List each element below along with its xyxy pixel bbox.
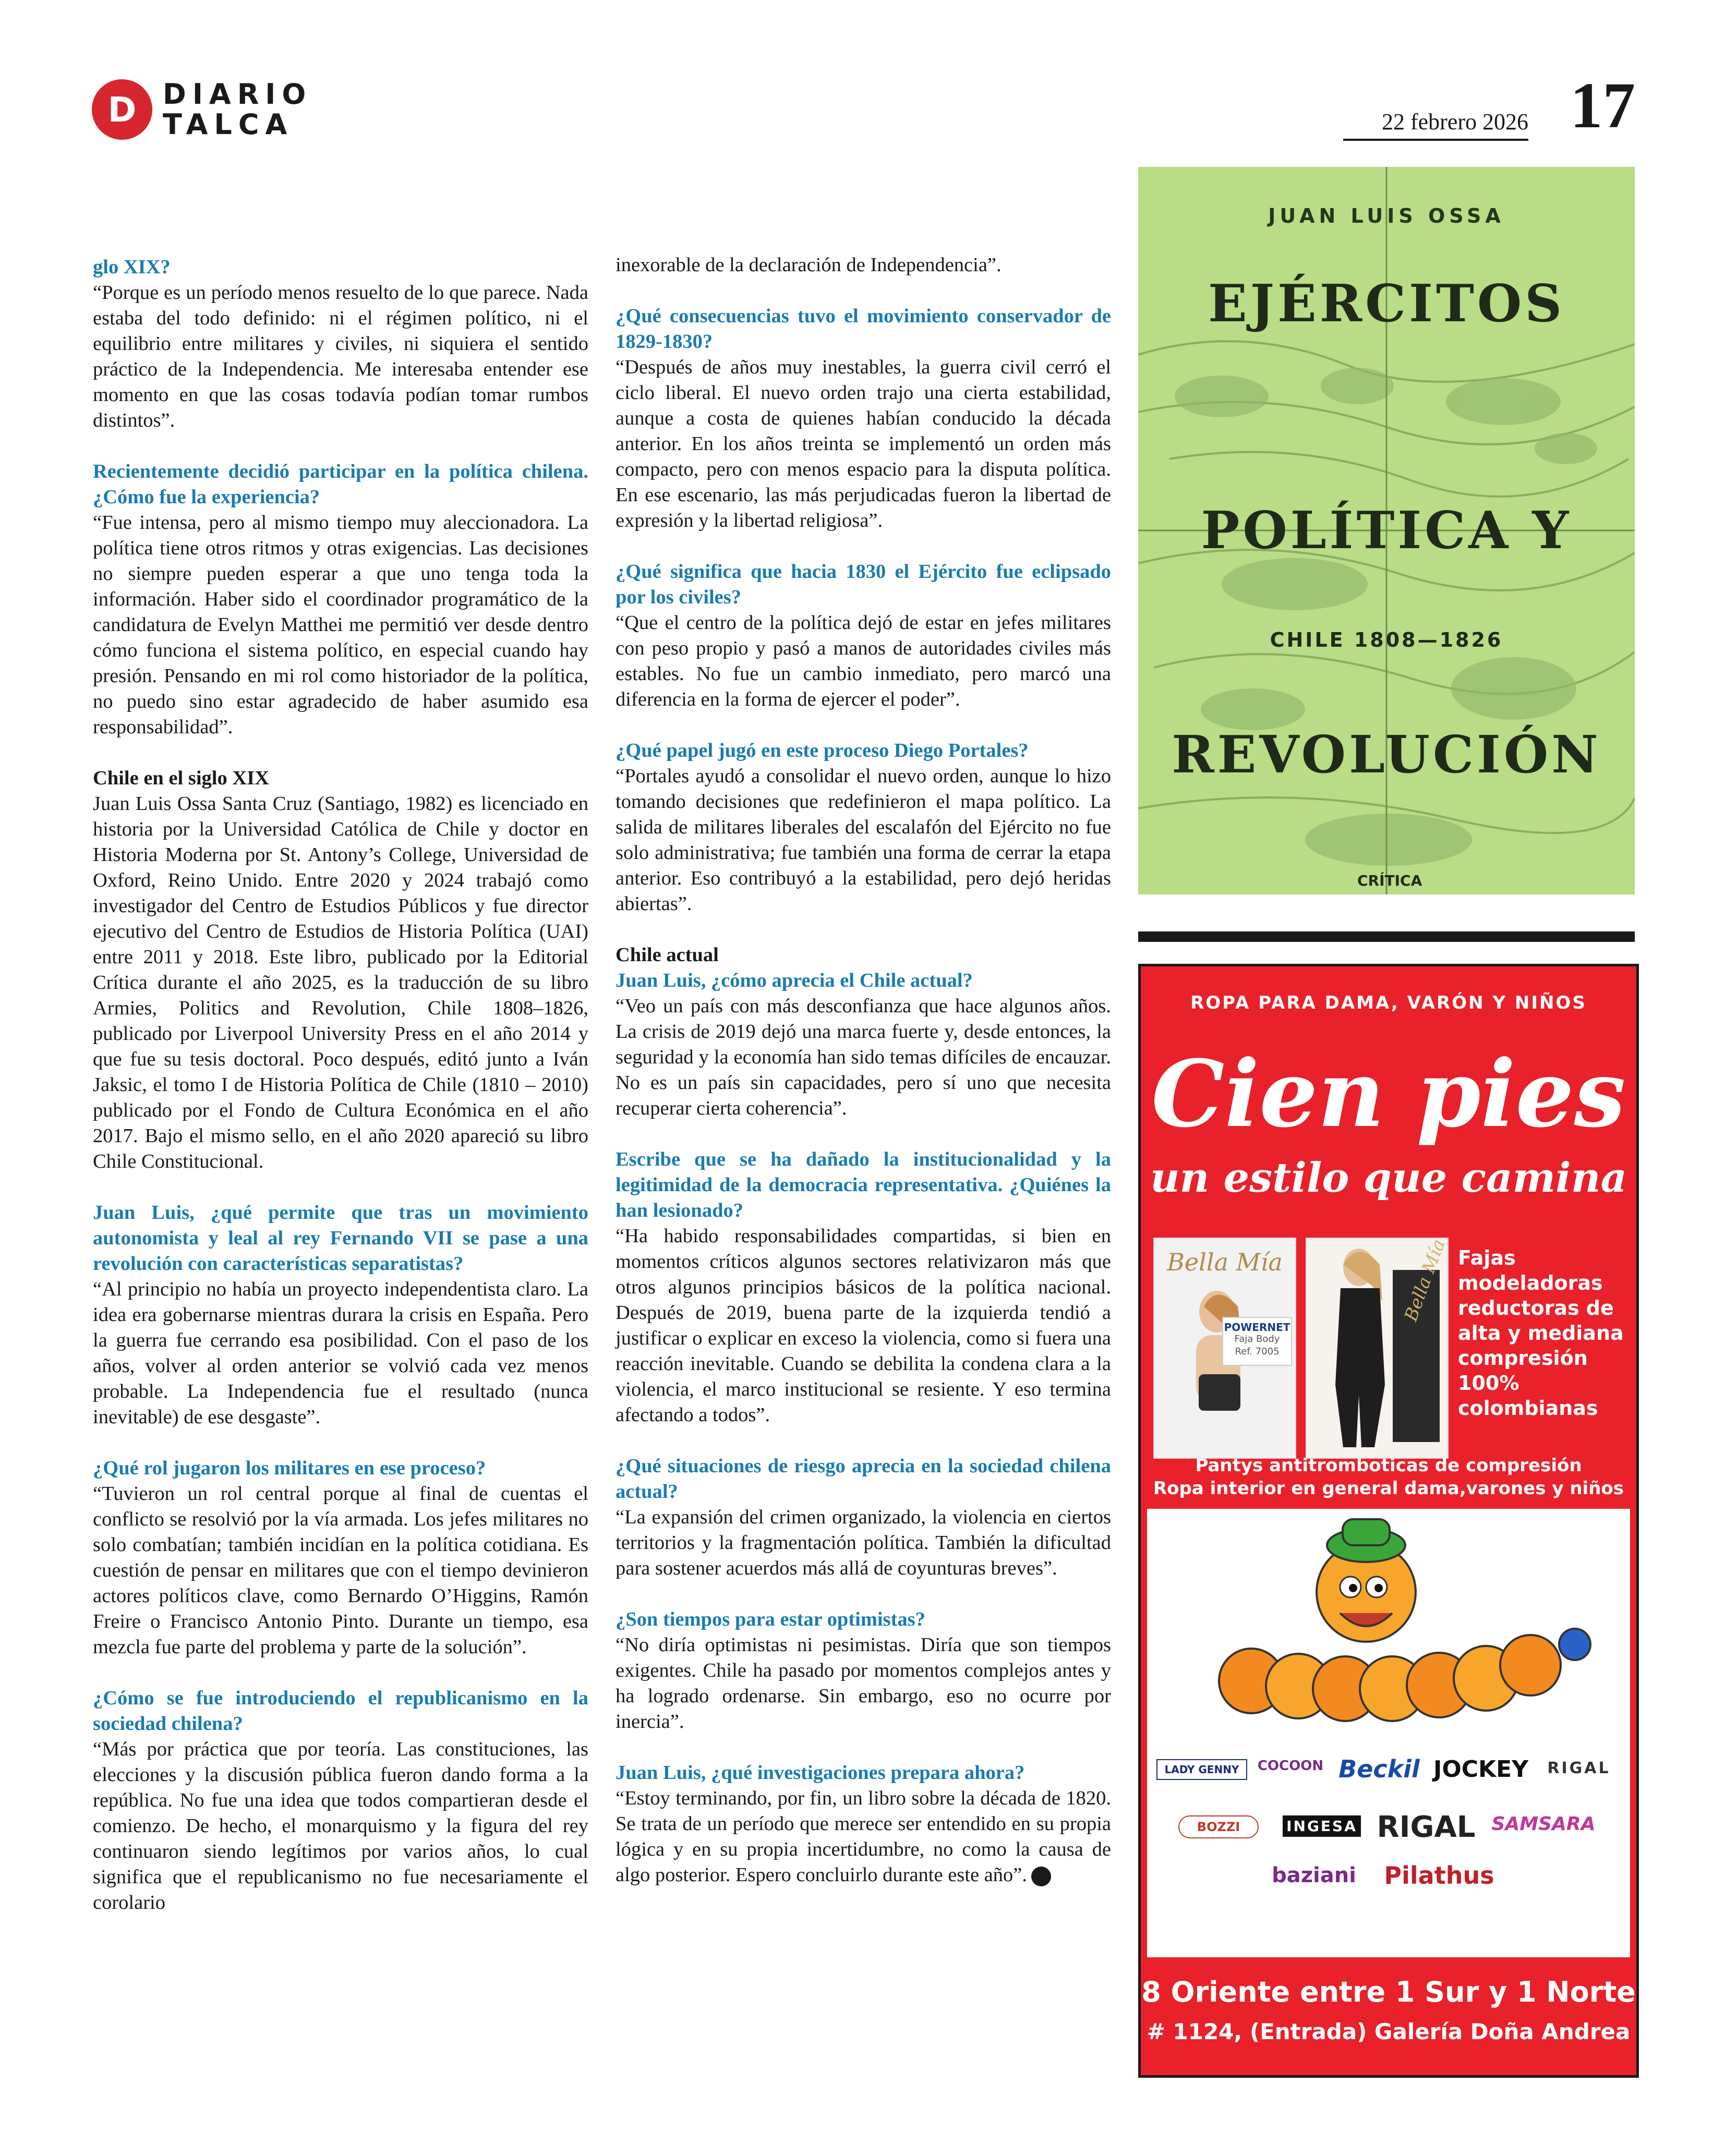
- question: ¿Son tiempos para estar optimistas?: [616, 1608, 925, 1630]
- book-subtitle: CHILE 1808—1826: [1270, 628, 1503, 651]
- ingesa-logo: INGESA: [1283, 1815, 1361, 1837]
- product-brand: Bella Mía: [1167, 1248, 1283, 1276]
- answer-text: “Estoy terminando, por fin, un libro sobre la década de 1820. Se trata de un período que merece ser entendido en su propia lógica y en su propia incertidumbre, no como la causa de algo posterior. Espero concluirlo durante este año”.: [616, 1787, 1111, 1886]
- ad-address-line1: 8 Oriente entre 1 Sur y 1 Norte: [1141, 1976, 1636, 2008]
- answer: “Porque es un período menos resuelto de lo que parece. Nada estaba del todo definido: ni el régimen político, ni el equilibrio entre militares y civiles, ni siquiera el sentido práctico de la Independencia. Me interesaba entender ese momento en que las cosas todavía podían tomar rumbos distintos”.: [93, 282, 588, 431]
- answer: “Ha habido responsabilidades compartidas, si bien en momentos críticos algunos sectores relativizaron más que otros algunos principios básicos de la política nacional. Después de 2019, buena parte de la izquierda tendió a justificar o explicar en exceso la violencia, como si fuera una reacción inevitable. Cuando se debilita la condena clara a la violencia, el marco institucional se resiente. Y eso termina afectando a todos”.: [616, 1225, 1111, 1426]
- advertisement: [1138, 964, 1639, 2078]
- question: Escribe que se ha dañado la institucionalidad y la legitimidad de la democracia representativa. ¿Quiénes la han lesionado?: [616, 1148, 1111, 1221]
- logo-line1: DIARIO: [163, 78, 312, 111]
- logo-line2: TALCA: [163, 108, 294, 141]
- answer: “Tuvieron un rol central porque al final de cuentas el conflicto se resolvió por la vía armada. Los jefes militares no solo combatían; también incidían en la política cotidiana. Es cuestión de pensar en militares que con el tiempo devinieron actores políticos clave, como Bernardo O’Higgins, Ramón Freire o Francisco Antonio Pinto. Durante un tiempo, esa mezcla fue parte del problema y parte de la solución”.: [93, 1483, 588, 1658]
- answer: “Veo un país con más desconfianza que hace algunos años. La crisis de 2019 dejó una marca fuerte y, desde entonces, la seguridad y la economía han sido temas difíciles de encauzar. No es un país sin capacidades, pero sí uno que necesita recuperar cierta coherencia”.: [616, 995, 1111, 1119]
- lady-genny-logo: LADY GENNY: [1156, 1759, 1247, 1780]
- logo-mark-letter: D: [107, 89, 137, 130]
- product-label: POWERNET: [1224, 1321, 1290, 1334]
- ad-tagline: ROPA PARA DAMA, VARÓN Y NIÑOS: [1190, 992, 1587, 1013]
- question: Juan Luis, ¿qué investigaciones prepara ahora?: [616, 1762, 1025, 1784]
- question: ¿Qué situaciones de riesgo aprecia en la sociedad chilena actual?: [616, 1455, 1111, 1503]
- pilathus-logo: Pilathus: [1384, 1861, 1494, 1889]
- separator-bar: [1138, 931, 1635, 942]
- answer: “Fue intensa, pero al mismo tiempo muy aleccionadora. La política tiene otros ritmos y otras exigencias. Las decisiones no siempre pueden esperar a que uno tenga toda la información. Haber sido el coordinador programático de la candidatura de Evelyn Matthei me permitió ver desde dentro cómo funciona el sistema político, en especial cuando hay presión. Pensando en mi rol como historiador de la política, no puedo sino estar agradecido de haber asumido esa responsabilidad”.: [93, 512, 588, 738]
- article-column-2: [616, 252, 1111, 1888]
- issue-date: 22 febrero 2026: [1381, 109, 1528, 135]
- baziani-logo: baziani: [1272, 1863, 1356, 1887]
- jockey-logo: JOCKEY: [1433, 1756, 1529, 1783]
- book-title-line2: POLÍTICA Y: [1201, 501, 1572, 561]
- answer: “Portales ayudó a consolidar el nuevo orden, aunque lo hizo tomando decisiones que redefinieron el mapa político. La salida de militares liberales del escalafón del Ejército no fue solo administrativa; fue también una forma de cerrar la etapa anterior. Eso contribuyó a la estabilidad, pero dejó heridas abiertas”.: [616, 765, 1111, 915]
- caterpillar-mascot: [1147, 1509, 1630, 1749]
- ad-slogan: un estilo que camina: [1150, 1154, 1627, 1202]
- product-ref: Ref. 7005: [1235, 1346, 1280, 1357]
- book-author: JUAN LUIS OSSA: [1268, 204, 1505, 227]
- answer: [616, 1786, 1111, 1888]
- ad-products-text: [1141, 1454, 1636, 1500]
- product-image-faja-body: [1153, 1238, 1296, 1459]
- rigal-logo: RIGAL: [1547, 1759, 1611, 1777]
- question: ¿Qué consecuencias tuvo el movimiento conservador de 1829-1830?: [616, 305, 1111, 353]
- ad-fajas-text: Fajas modeladoras reductoras de alta y mediana compresión 100% colombianas: [1458, 1246, 1624, 1420]
- answer: “Más por práctica que por teoría. Las constituciones, las elecciones y la discusión pública fueron dando forma a la república. No fue una idea que todos compartieran desde el comienzo. De hecho, el monarquismo y la figura del rey continuaron siendo legítimos por varios años, lo cual significa que el republicanismo no fue necesariamente el corolario: [93, 1738, 588, 1913]
- product-brand: Bella Mía: [1401, 1236, 1450, 1324]
- logo-mark: [92, 79, 152, 140]
- cocoon-logo: COCOON: [1257, 1758, 1324, 1774]
- article-column-1: [93, 255, 588, 1916]
- product-label: Faja Body: [1234, 1334, 1280, 1345]
- section-heading: Chile en el siglo XIX: [93, 767, 269, 789]
- bozzi-logo: BOZZI: [1178, 1815, 1259, 1838]
- rigal-logo-2: RIGAL: [1377, 1810, 1476, 1844]
- book-title-line3: REVOLUCIÓN: [1172, 725, 1601, 785]
- question: ¿Qué rol jugaron los militares en ese proceso?: [93, 1457, 486, 1479]
- question: Juan Luis, ¿cómo aprecia el Chile actual?: [616, 970, 973, 991]
- page-number: 17: [1570, 70, 1635, 142]
- author-bio: Juan Luis Ossa Santa Cruz (Santiago, 1982) es licenciado en historia por la Universidad Católica de Chile y doctor en Historia Moderna por St. Antony’s College, Universidad de Oxford, Reino Unido. Entre 2020 y 2024 trabajó como investigador del Centro de Estudios Públicos y fue director ejecutivo del Centro de Estudios de Historia Política (UAI) entre 2011 y 2018. Este libro, publicado por la Editorial Crítica durante el año 2025, es la traducción de su libro Armies, Politics and Revolution, Chile 1808–1826, publicado por Liverpool University Press en el año 2014 y que fue su tesis doctoral. Poco después, editó junto a Iván Jaksic, el tomo I de Historia Política de Chile (1810 – 2010) publicado por el Fondo de Cultura Económica en el año 2017. Bajo el mismo sello, en el año 2020 apareció su libro Chile Constitucional.: [93, 793, 588, 1172]
- answer: “Después de años muy inestables, la guerra civil cerró el ciclo liberal. El nuevo orden trajo una cierta estabilidad, aunque a costa de quienes habían conducido la década anterior. En los años treinta se implementó un orden más compacto, pero con menos espacio para la disputa política. En ese escenario, las más perjudicadas fueron la libertad de expresión y la libertad religiosa”.: [616, 356, 1111, 531]
- book-title-line1: EJÉRCITOS: [1208, 274, 1565, 334]
- end-of-article-dot: [1031, 1867, 1051, 1886]
- answer: “Al principio no había un proyecto independentista claro. La idea era gobernarse mientras durara la crisis en España. Pero la guerra fue cerrando esa posibilidad. Con el paso de los años, volver al orden anterior se volvió cada vez menos probable. La Independencia fue el resultado (nunca inevitable) de ese desgaste”.: [93, 1278, 588, 1428]
- ad-products-line1: Pantys antitromboticas de compresión: [1195, 1455, 1582, 1476]
- question: ¿Qué significa que hacia 1830 el Ejército fue eclipsado por los civiles?: [616, 561, 1111, 608]
- book-publisher: CRÍTICA: [1357, 872, 1422, 889]
- answer: “Que el centro de la política dejó de estar en jefes militares con peso propio y pasó a manos de autoridades civiles más estables. No fue un cambio inmediato, pero marcó una diferencia en la forma de ejercer el poder”.: [616, 612, 1111, 710]
- date-rule: [1343, 139, 1528, 141]
- question: ¿Cómo se fue introduciendo el republicanismo en la sociedad chilena?: [93, 1687, 588, 1735]
- answer: inexorable de la declaración de Independencia”.: [616, 254, 1002, 276]
- ad-brand: Cien pies: [1151, 1040, 1626, 1148]
- question: Juan Luis, ¿qué permite que tras un movimiento autonomista y leal al rey Fernando VII se pase a una revolución con características separatistas?: [93, 1202, 588, 1275]
- answer: “La expansión del crimen organizado, la violencia en ciertos territorios y la fragmentación política. También la dificultad para sostener acuerdos más allá de coyunturas breves”.: [616, 1506, 1111, 1579]
- logo-text: [163, 79, 312, 140]
- product-image-body-shaper: [1306, 1238, 1449, 1459]
- question: glo XIX?: [93, 256, 171, 278]
- ad-address-line2: # 1124, (Entrada) Galería Doña Andrea: [1147, 2019, 1631, 2044]
- beckil-logo: Beckil: [1338, 1755, 1420, 1783]
- ad-mascot-panel: [1147, 1509, 1630, 1957]
- ad-products-line2: Ropa interior en general dama,varones y niños: [1153, 1478, 1624, 1499]
- book-cover: [1138, 167, 1635, 894]
- answer: “No diría optimistas ni pesimistas. Diría que son tiempos exigentes. Chile ha pasado por momentos complejos antes y ha logrado ordenarse. Sin embargo, eso no ocurre por inercia”.: [616, 1634, 1111, 1733]
- question: ¿Qué papel jugó en este proceso Diego Portales?: [616, 740, 1029, 761]
- samsara-logo: SAMSARA: [1491, 1813, 1596, 1835]
- section-heading: Chile actual: [616, 944, 719, 966]
- question: Recientemente decidió participar en la política chilena. ¿Cómo fue la experiencia?: [93, 461, 588, 508]
